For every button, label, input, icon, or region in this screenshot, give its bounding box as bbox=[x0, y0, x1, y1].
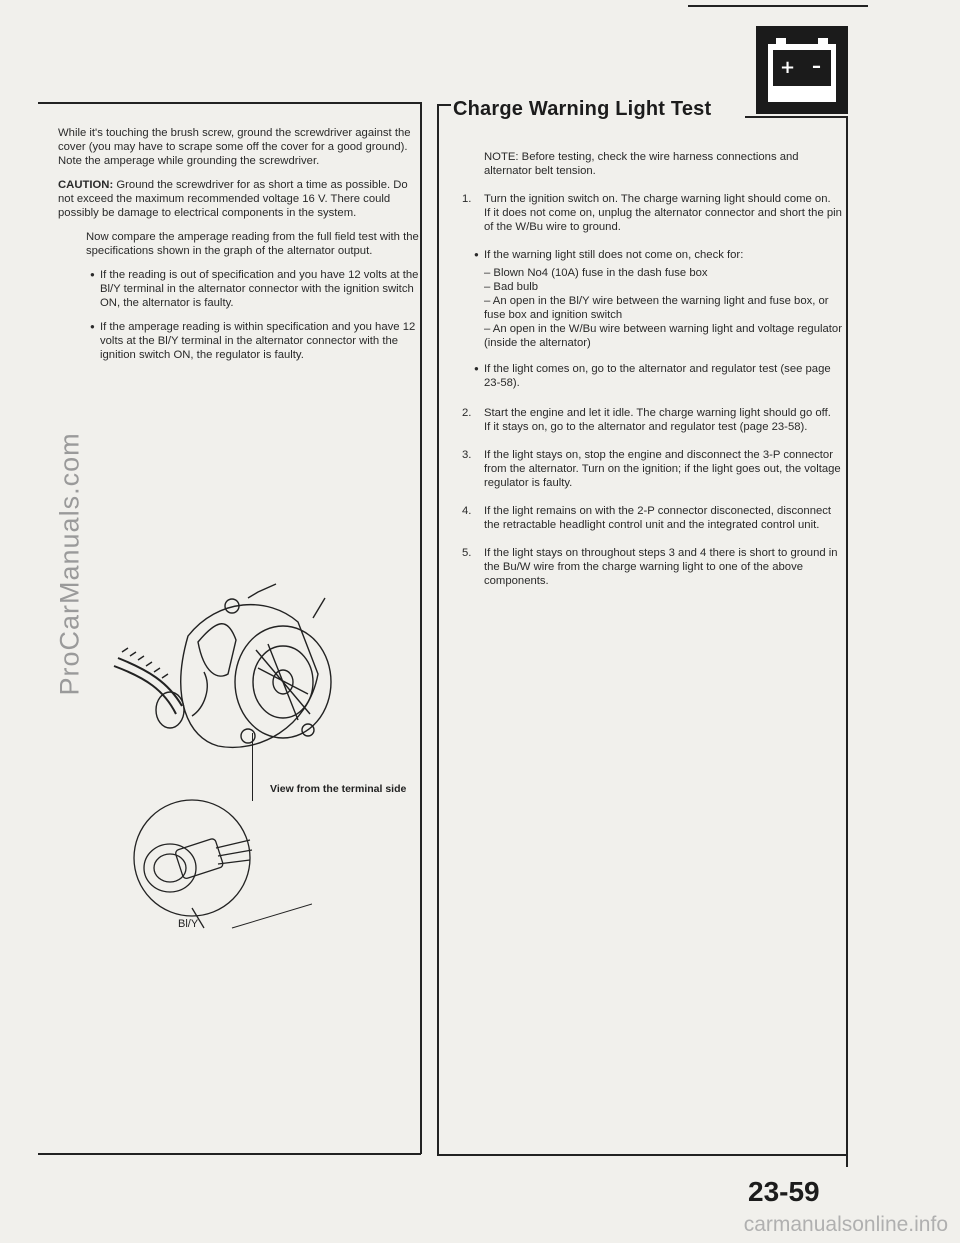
left-bottom-rule bbox=[38, 1153, 421, 1155]
intro-paragraph: While it's touching the brush screw, ground the screwdriver against the cover (you may have to scrape some off the cover for a good ground). Note the amperage while grounding the screwdriver. bbox=[58, 127, 411, 167]
step-number: 1. bbox=[462, 193, 472, 205]
bullet-dot: ● bbox=[474, 250, 479, 259]
step-number: 4. bbox=[462, 505, 472, 517]
svg-text:+: + bbox=[780, 57, 796, 78]
note-paragraph: NOTE: Before testing, check the wire harness connections and alternator belt tension. bbox=[484, 151, 799, 177]
caution-label: CAUTION: bbox=[58, 179, 114, 191]
connector-closeup bbox=[112, 796, 312, 936]
side-watermark: ProCarManuals.com bbox=[54, 432, 85, 696]
list-item: – An open in the W/Bu wire between warning light and voltage regulator (inside the alternator) bbox=[484, 323, 842, 349]
battery-icon bbox=[756, 26, 848, 114]
alternator-illustration bbox=[108, 578, 428, 770]
step-number: 2. bbox=[462, 407, 472, 419]
bullet-dot: ● bbox=[90, 270, 95, 279]
bullet-alternator-faulty: ● If the reading is out of specification and you have 12 volts at the Bl/Y terminal in the alternator connector with the ignition switch ON, the alternator is faulty. bbox=[90, 269, 419, 309]
list-item: – An open in the Bl/Y wire between the warning light and fuse box, or fuse box and ignition switch bbox=[484, 295, 829, 321]
right-frame-left bbox=[437, 104, 439, 1155]
callout-line bbox=[252, 733, 253, 801]
figure-caption: View from the terminal side bbox=[270, 783, 407, 795]
sub-bullet-comes-on: ● If the light comes on, go to the alternator and regulator test (see page 23-58). bbox=[474, 363, 831, 389]
step-number: 5. bbox=[462, 547, 472, 559]
bullet-regulator-faulty: ● If the amperage reading is within specification and you have 12 volts at the Bl/Y terminal in the alternator connector with the ignition switch ON, the regulator is faulty. bbox=[90, 321, 416, 361]
svg-text:–: – bbox=[812, 56, 821, 77]
list-item: – Blown No4 (10A) fuse in the dash fuse box bbox=[484, 267, 708, 279]
right-frame-bottom bbox=[437, 1154, 847, 1156]
caution-text: Ground the screwdriver for as short a time as possible. Do not exceed the maximum recommended voltage 16 V. There could possibly be damage to electrical components in the system. bbox=[58, 179, 408, 219]
bullet-dot: ● bbox=[474, 364, 479, 373]
step-1: 1. Turn the ignition switch on. The charge warning light should come on. If it does not come on, unplug the alternator connector and short the pin of the W/Bu wire to ground. bbox=[462, 193, 842, 233]
right-frame-top-stub bbox=[437, 104, 451, 106]
compare-paragraph: Now compare the amperage reading from the full field test with the specifications shown in the graph of the alternator output. bbox=[86, 231, 419, 257]
page-number: 23-59 bbox=[748, 1176, 820, 1207]
left-top-rule bbox=[38, 102, 421, 104]
bullet-dot: ● bbox=[90, 322, 95, 331]
step-4: 4. If the light remains on with the 2-P connector disconected, disconnect the retractable headlight control unit and the integrated control unit. bbox=[462, 505, 832, 531]
step-5: 5. If the light stays on throughout steps 3 and 4 there is short to ground in the Bu/W wire from the charge warning light to one of the above components. bbox=[462, 547, 838, 587]
step-number: 3. bbox=[462, 449, 472, 461]
step-3: 3. If the light stays on, stop the engine and disconnect the 3-P connector from the alternator. Turn on the ignition; if the light goes out, the voltage regulator is faulty. bbox=[462, 449, 841, 489]
sub-bullet-check: ● If the warning light still does not come on, check for: bbox=[474, 249, 744, 261]
list-item: – Bad bulb bbox=[484, 281, 539, 293]
right-frame-right bbox=[846, 116, 848, 1167]
bottom-watermark: carmanualsonline.info bbox=[743, 1213, 948, 1236]
caution-paragraph bbox=[58, 178, 420, 220]
left-column bbox=[58, 126, 420, 372]
right-frame-top bbox=[745, 116, 847, 118]
right-column bbox=[450, 150, 845, 602]
check-list bbox=[450, 266, 845, 350]
section-title: Charge Warning Light Test bbox=[453, 98, 712, 120]
top-rule bbox=[688, 5, 868, 7]
step-2: 2. Start the engine and let it idle. The charge warning light should go off. If it stays on, go to the alternator and regulator test (page 23-58). bbox=[462, 407, 831, 433]
connector-label: Bl/Y bbox=[178, 918, 199, 930]
